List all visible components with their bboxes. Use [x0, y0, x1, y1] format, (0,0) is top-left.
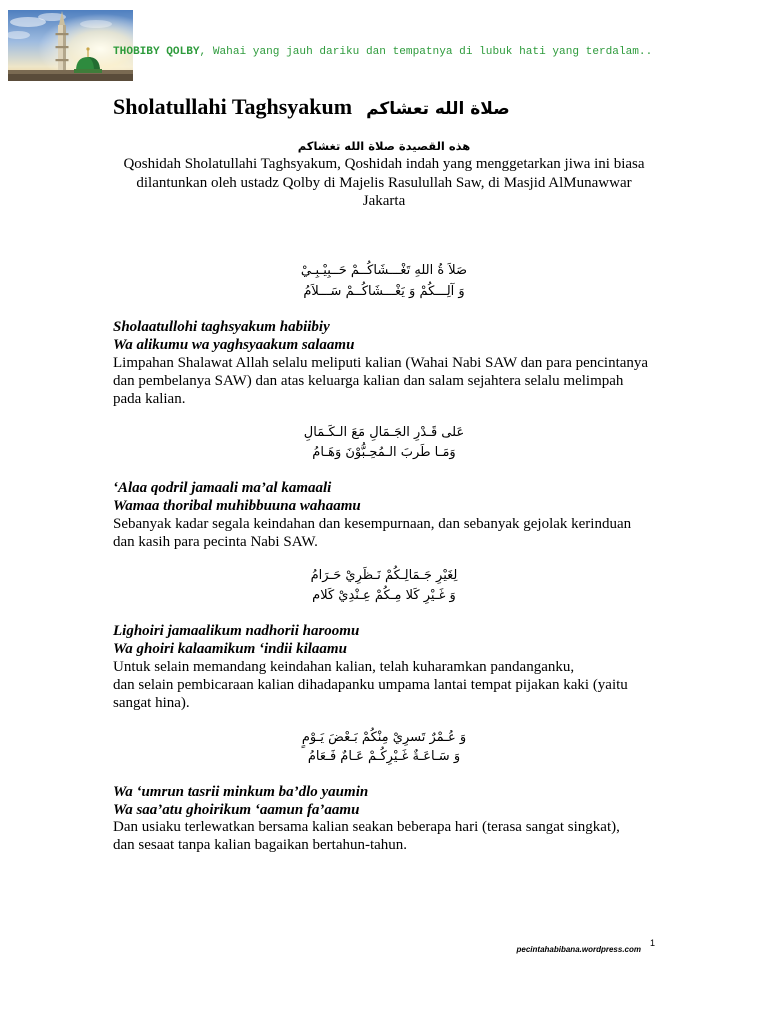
stanza-2-text — [113, 479, 655, 551]
stanza-3-text — [113, 622, 655, 712]
footer-website: pecintahabibana.wordpress.com — [516, 945, 641, 954]
transliteration-line: ‘Alaa qodril jamaali ma’al kamaali — [113, 480, 332, 496]
intro-line: dilantunkan oleh ustadz Qolby di Majelis Rasulullah Saw, di Masjid AlMunawwar — [136, 174, 632, 191]
intro-line: Jakarta — [362, 193, 406, 209]
page-title — [113, 94, 510, 120]
page-number: 1 — [650, 938, 656, 948]
stanza-1-text — [113, 318, 655, 408]
transliteration-line: Wa saa’atu ghoirikum ‘aamun fa’aamu — [113, 801, 360, 818]
translation-line: Dan usiaku terlewatkan bersama kalian seakan beberapa hari (terasa sangat singkat), — [113, 819, 620, 836]
translation-line: Untuk selain memandang keindahan kalian, telah kuharamkan pandanganku, — [113, 659, 575, 675]
stanza-1-arabic — [113, 260, 655, 302]
title-arabic: صلاة الله تعشاكم — [366, 99, 510, 119]
stanza-3-arabic — [113, 566, 655, 606]
translation-line: dan pembelanya SAW) dan atas keluarga kalian dan salam sejahtera selalu melimpah — [113, 373, 624, 389]
transliteration-line: Wa ghoiri kalaamikum ‘indii kilaamu — [113, 641, 347, 657]
transliteration-line: Sholaatullohi taghsyakum habiibiy — [113, 319, 330, 335]
intro-paragraph — [113, 155, 655, 211]
arabic-verse-line: صَلاَ ةُ اللهِ تَغْـــشَاكُــمْ حَــبِيْـبِـيْ — [300, 263, 468, 278]
arabic-verse-line: وَ عُـمْرٌ تَسرِيْ مِنْكُمْ بَـعْضَ يَـوْمٍ — [301, 730, 467, 745]
translation-line: dan kasih para pecinta Nabi SAW. — [113, 534, 318, 550]
intro-line: Qoshidah Sholatullahi Taghsyakum, Qoshidah indah yang menggetarkan jiwa ini biasa — [123, 156, 645, 172]
stanza-4-arabic — [113, 728, 655, 766]
transliteration-line: Wa ‘umrun tasrii minkum ba’dlo yaumin — [113, 784, 369, 800]
arabic-verse-line: وَ غَـيْرِ كَلا مِـكُمْ عِـنْدِيْ كَلام — [312, 588, 456, 603]
arabic-verse-line: وَ آلِـــكُمْ وَ يَغْـــشَاكُــمْ سَـــلاَمُ — [303, 284, 465, 299]
translation-line: dan sesaat tanpa kalian bagaikan bertahun-tahun. — [113, 837, 408, 854]
intro-arabic-heading: هذه القصيدة صلاة الله تغشاكم — [297, 139, 471, 153]
translation-line: Limpahan Shalawat Allah selalu meliputi kalian (Wahai Nabi SAW dan para pencintanya — [113, 355, 649, 371]
tagline-text: , Wahai yang jauh dariku dan tempatnya di lubuk hati yang terdalam.. — [199, 46, 653, 58]
tagline-name: THOBIBY QOLBY — [113, 46, 200, 58]
stanza-4-text — [113, 784, 655, 855]
arabic-verse-line: لِغَيْرِ جَـمَالِـكُمْ نَـظَرِيْ حَـرَامُ — [310, 568, 458, 583]
header-tagline — [113, 45, 652, 59]
arabic-verse-line: وَمَـا طَربَ الـمُحِـبُّوْنَ وَهَـامُ — [312, 444, 456, 460]
transliteration-line: Wa alikumu wa yaghsyaakum salaamu — [113, 337, 355, 353]
translation-line: dan selain pembicaraan kalian dihadapanku umpama lantai tempat pijakan kaki (yaitu — [113, 677, 628, 693]
title-latin: Sholatullahi Taghsyakum — [113, 94, 353, 119]
translation-line: pada kalian. — [113, 391, 186, 407]
translation-line: sangat hina). — [113, 695, 190, 711]
arabic-verse-line: عَلى قَـدْرِ الجَـمَالِ مَعَ الـكَـمَالِ — [303, 425, 465, 440]
transliteration-line: Wamaa thoribal muhibbuuna wahaamu — [113, 498, 361, 514]
transliteration-line: Lighoiri jamaalikum nadhorii haroomu — [113, 623, 360, 639]
stanza-2-arabic — [113, 423, 655, 462]
translation-line: Sebanyak kadar segala keindahan dan kesempurnaan, dan sebanyak gejolak kerinduan — [113, 516, 632, 532]
arabic-verse-line: وَ سَـاعَـةٌ غَـيْرِكُـمْ عَـامٌ فَـعَامُ — [307, 749, 461, 764]
